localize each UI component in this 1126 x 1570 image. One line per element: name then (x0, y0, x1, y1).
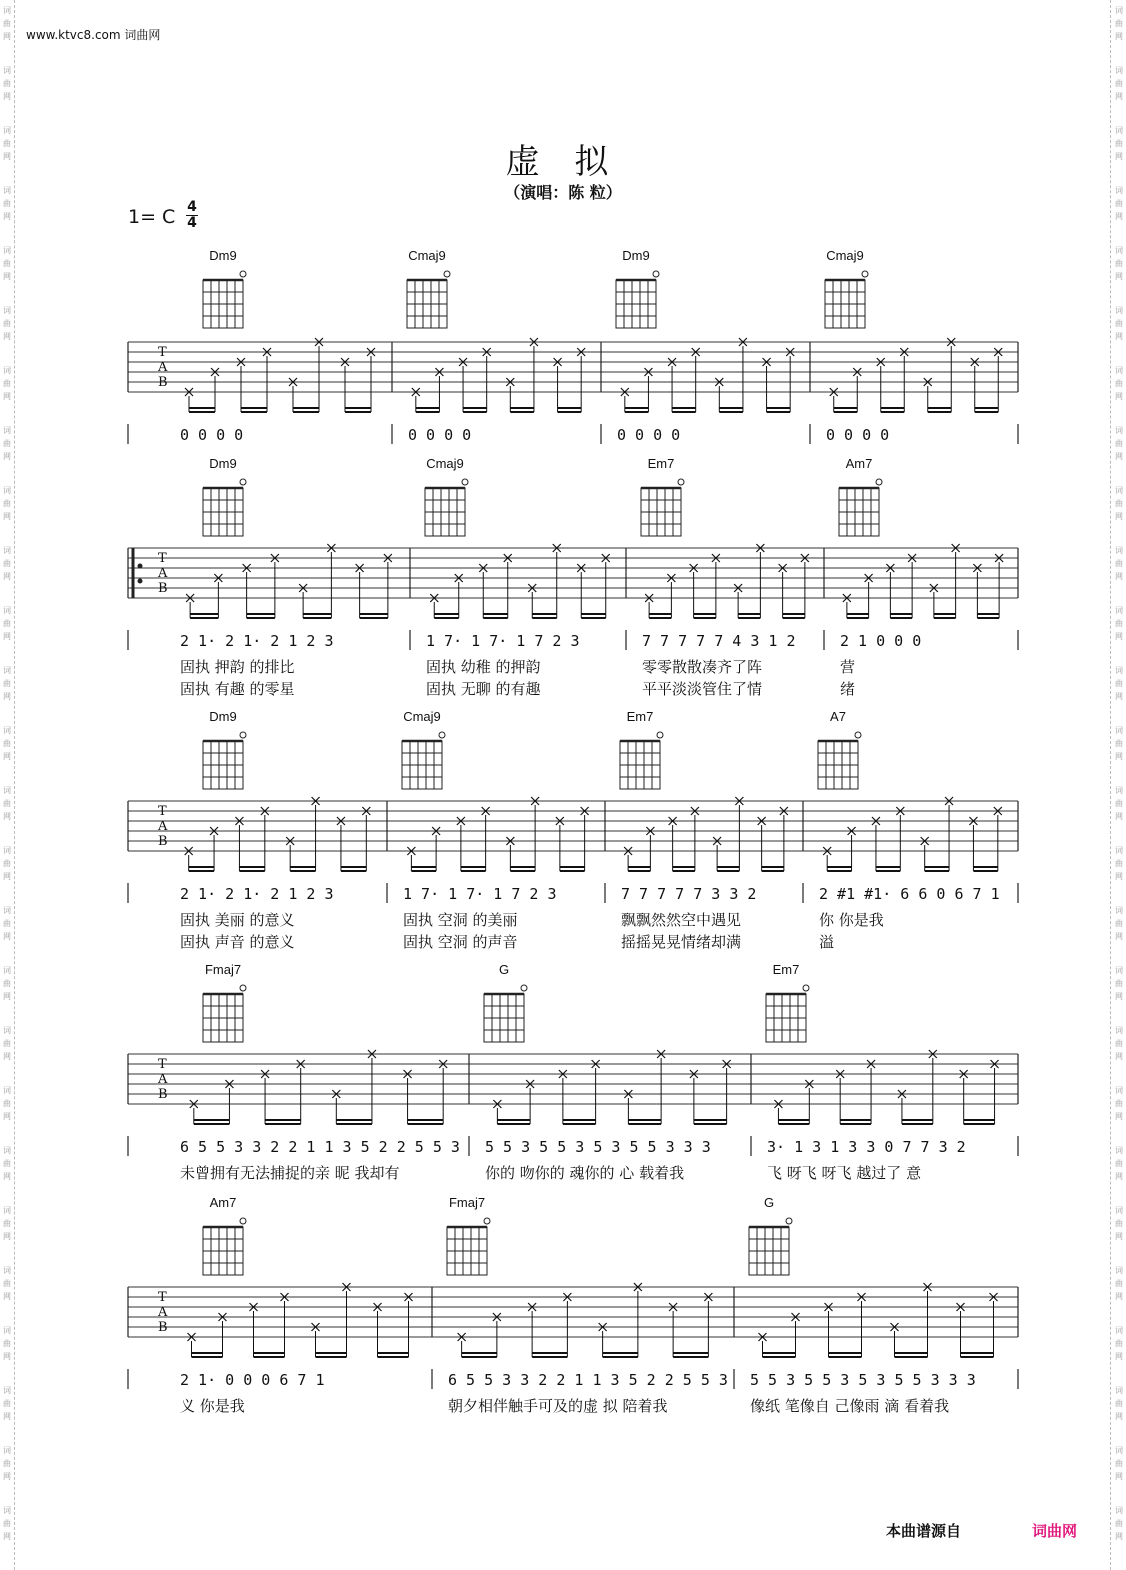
watermark-char: 网 (1115, 152, 1123, 161)
watermark-char: 曲 (3, 919, 11, 928)
watermark-char: 词 (3, 486, 11, 495)
song-title: 虚 拟 (505, 142, 621, 182)
watermark-char: 曲 (3, 1339, 11, 1348)
lyric-line-1: 像纸 笔像自 己像雨 滴 看着我 (750, 1397, 950, 1415)
chord-name: Cmaj9 (426, 456, 464, 471)
source-brand[interactable]: 词曲网 (1032, 1522, 1078, 1540)
watermark-char: 词 (3, 66, 11, 75)
watermark-char: 曲 (3, 1219, 11, 1228)
lyric-line-1: 固执 押韵 的排比 (180, 658, 295, 676)
jianpu-notation: 1 7· 1 7· 1 7 2 3 (403, 885, 557, 903)
watermark-char: 网 (1115, 872, 1123, 881)
chord-name: Am7 (209, 1195, 237, 1210)
watermark-char: 词 (1115, 1026, 1123, 1035)
lyric-line-1: 飘飘然然空中遇见 (621, 911, 742, 929)
chord-open-string (439, 732, 445, 738)
chord-open-string (484, 1218, 490, 1224)
watermark-char: 网 (1115, 452, 1123, 461)
lyric-line-2: 平平淡淡管住了情 (642, 680, 763, 698)
watermark-char: 曲 (3, 1519, 11, 1528)
chord-open-string (240, 479, 246, 485)
watermark-char: 网 (1115, 692, 1123, 701)
watermark-char: 词 (1115, 1326, 1123, 1335)
jianpu-notation: 5 5 3 5 5 3 5 3 5 5 3 3 3 (485, 1138, 711, 1156)
tab-clef-letter: B (158, 834, 168, 849)
watermark-char: 词 (1115, 6, 1123, 15)
watermark-char: 词 (3, 1026, 11, 1035)
jianpu-notation: 3· 1 3 1 3 3 0 7 7 3 2 (767, 1138, 966, 1156)
chord-open-string (444, 271, 450, 277)
watermark-char: 词 (1115, 966, 1123, 975)
watermark-char: 曲 (3, 799, 11, 808)
chord-name: A7 (830, 709, 846, 724)
watermark-char: 网 (1115, 1112, 1123, 1121)
watermark-char: 词 (1115, 786, 1123, 795)
lyric-line-1: 你 你是我 (819, 911, 884, 929)
chord-open-string (855, 732, 861, 738)
source-label: 本曲谱源自 (886, 1522, 962, 1540)
jianpu-notation: 2 1· 2 1· 2 1 2 3 (180, 885, 334, 903)
watermark-char: 网 (1115, 992, 1123, 1001)
jianpu-notation: 2 1· 2 1· 2 1 2 3 (180, 632, 334, 650)
jianpu-notation: 0 0 0 0 (617, 426, 681, 444)
lyric-line-2: 固执 无聊 的有趣 (426, 680, 541, 698)
chord-open-string (876, 479, 882, 485)
chord-name: Am7 (845, 456, 873, 471)
tab-clef-letter: B (158, 1320, 168, 1335)
watermark-char: 曲 (1115, 1039, 1123, 1048)
chord-name: Em7 (626, 709, 654, 724)
watermark-char: 词 (1115, 306, 1123, 315)
watermark-char: 词 (1115, 246, 1123, 255)
watermark-char: 曲 (1115, 559, 1123, 568)
watermark-char: 词 (1115, 486, 1123, 495)
watermark-char: 词 (3, 186, 11, 195)
watermark-char: 词 (3, 246, 11, 255)
lyric-line-2: 固执 声音 的意义 (180, 933, 295, 951)
tab-clef-letter: T (158, 1057, 167, 1072)
watermark-char: 词 (3, 726, 11, 735)
site-url[interactable]: www.ktvc8.com 词曲网 (26, 28, 161, 42)
watermark-char: 曲 (3, 559, 11, 568)
repeat-dot (138, 564, 143, 569)
watermark-char: 词 (3, 426, 11, 435)
watermark-char: 词 (1115, 1146, 1123, 1155)
watermark-char: 网 (3, 932, 11, 941)
watermark-char: 词 (1115, 846, 1123, 855)
watermark-char: 曲 (1115, 379, 1123, 388)
watermark-char: 曲 (3, 1399, 11, 1408)
watermark-char: 曲 (3, 619, 11, 628)
lyric-line-1: 固执 美丽 的意义 (180, 911, 295, 929)
jianpu-notation: 1 7· 1 7· 1 7 2 3 (426, 632, 580, 650)
watermark-char: 曲 (1115, 439, 1123, 448)
watermark-char: 网 (3, 752, 11, 761)
watermark-char: 网 (1115, 1172, 1123, 1181)
watermark-char: 词 (3, 1506, 11, 1515)
tab-clef-letter: T (158, 551, 167, 566)
watermark-char: 网 (3, 572, 11, 581)
watermark-char: 词 (1115, 906, 1123, 915)
watermark-char: 网 (3, 632, 11, 641)
watermark-char: 网 (1115, 1052, 1123, 1061)
watermark-char: 曲 (1115, 1459, 1123, 1468)
chord-name: Fmaj7 (448, 1195, 486, 1210)
chord-name: Em7 (772, 962, 800, 977)
tab-clef-letter: B (158, 1087, 168, 1102)
tab-clef-letter: T (158, 1290, 167, 1305)
watermark-char: 网 (1115, 212, 1123, 221)
watermark-char: 曲 (3, 1159, 11, 1168)
watermark-char: 曲 (1115, 79, 1123, 88)
watermark-char: 曲 (1115, 919, 1123, 928)
watermark-char: 词 (3, 366, 11, 375)
watermark-char: 词 (3, 1386, 11, 1395)
lyric-line-2: 固执 空洞 的声音 (403, 933, 518, 951)
watermark-char: 网 (3, 1352, 11, 1361)
watermark-char: 网 (1115, 512, 1123, 521)
watermark-char: 曲 (1115, 1159, 1123, 1168)
chord-name: Dm9 (209, 709, 237, 724)
watermark-char: 词 (3, 546, 11, 555)
watermark-char: 词 (3, 126, 11, 135)
watermark-char: 网 (1115, 1232, 1123, 1241)
watermark-char: 曲 (3, 1099, 11, 1108)
watermark-char: 词 (1115, 1386, 1123, 1395)
watermark-char: 网 (3, 272, 11, 281)
watermark-char: 词 (1115, 126, 1123, 135)
watermark-char: 曲 (3, 379, 11, 388)
watermark-char: 网 (1115, 1292, 1123, 1301)
watermark-char: 词 (3, 1086, 11, 1095)
watermark-char: 网 (1115, 1532, 1123, 1541)
watermark-char: 词 (3, 606, 11, 615)
lyric-line-1: 固执 幼稚 的押韵 (426, 658, 541, 676)
time-signature-bottom: 4 (187, 215, 197, 231)
chord-open-string (786, 1218, 792, 1224)
lyric-line-1: 营 (840, 658, 856, 676)
chord-name: Dm9 (622, 248, 650, 263)
time-signature-top: 4 (187, 199, 197, 215)
lyric-line-1: 你的 吻你的 魂你的 心 载着我 (485, 1164, 685, 1182)
performer-credit: （演唱：陈 粒） (504, 183, 622, 202)
watermark-char: 词 (3, 1206, 11, 1215)
watermark-char: 曲 (3, 499, 11, 508)
lyric-line-2: 溢 (819, 933, 835, 951)
chord-open-string (678, 479, 684, 485)
watermark-char: 曲 (3, 679, 11, 688)
jianpu-notation: 2 1· 0 0 0 6 7 1 (180, 1371, 325, 1389)
watermark-char: 网 (3, 872, 11, 881)
watermark-char: 词 (3, 966, 11, 975)
chord-name: Cmaj9 (826, 248, 864, 263)
watermark-char: 网 (1115, 632, 1123, 641)
watermark-char: 曲 (1115, 259, 1123, 268)
chord-name: Cmaj9 (403, 709, 441, 724)
watermark-char: 网 (1115, 272, 1123, 281)
watermark-char: 曲 (3, 859, 11, 868)
watermark-char: 网 (1115, 932, 1123, 941)
tab-clef-letter: A (158, 566, 168, 581)
lyric-line-1: 未曾拥有无法捕捉的亲 昵 我却有 (180, 1164, 400, 1182)
watermark-char: 网 (3, 1052, 11, 1061)
watermark-char: 曲 (3, 1459, 11, 1468)
watermark-char: 词 (3, 306, 11, 315)
jianpu-notation: 7 7 7 7 7 4 3 1 2 (642, 632, 796, 650)
watermark-char: 词 (1115, 186, 1123, 195)
watermark-char: 网 (3, 992, 11, 1001)
watermark-char: 网 (1115, 92, 1123, 101)
tab-clef-letter: B (158, 581, 168, 596)
watermark-char: 曲 (3, 439, 11, 448)
tab-clef-letter: A (158, 1072, 168, 1087)
watermark-char: 曲 (1115, 859, 1123, 868)
jianpu-notation: 0 0 0 0 (180, 426, 244, 444)
watermark-char: 网 (3, 1292, 11, 1301)
chord-open-string (240, 271, 246, 277)
watermark-char: 网 (3, 212, 11, 221)
watermark-char: 曲 (1115, 619, 1123, 628)
watermark-char: 曲 (3, 259, 11, 268)
watermark-char: 网 (1115, 1412, 1123, 1421)
chord-open-string (240, 1218, 246, 1224)
chord-name: G (763, 1195, 775, 1210)
jianpu-notation: 0 0 0 0 (826, 426, 890, 444)
tab-clef-letter: B (158, 375, 168, 390)
watermark-char: 曲 (1115, 199, 1123, 208)
chord-name: Dm9 (209, 248, 237, 263)
chord-open-string (240, 732, 246, 738)
chord-open-string (521, 985, 527, 991)
tab-clef-letter: A (158, 1305, 168, 1320)
watermark-char: 曲 (3, 979, 11, 988)
tab-clef-letter: T (158, 345, 167, 360)
chord-open-string (657, 732, 663, 738)
chord-name: Em7 (647, 456, 675, 471)
jianpu-notation: 2 #1 #1· 6 6 0 6 7 1 (819, 885, 1000, 903)
watermark-char: 网 (3, 92, 11, 101)
lyric-line-2: 绪 (840, 680, 856, 698)
watermark-char: 词 (1115, 1266, 1123, 1275)
watermark-char: 曲 (1115, 1099, 1123, 1108)
jianpu-notation: 2 1 0 0 0 (840, 632, 922, 650)
watermark-char: 词 (3, 906, 11, 915)
watermark-char: 网 (1115, 752, 1123, 761)
watermark-char: 曲 (1115, 1399, 1123, 1408)
watermark-char: 曲 (1115, 739, 1123, 748)
watermark-char: 词 (1115, 426, 1123, 435)
watermark-char: 词 (1115, 366, 1123, 375)
watermark-char: 词 (3, 786, 11, 795)
lyric-line-1: 义 你是我 (180, 1397, 245, 1415)
watermark-char: 曲 (1115, 319, 1123, 328)
chord-open-string (862, 271, 868, 277)
watermark-char: 曲 (1115, 799, 1123, 808)
watermark-char: 词 (1115, 66, 1123, 75)
watermark-char: 词 (1115, 1206, 1123, 1215)
watermark-char: 曲 (1115, 1519, 1123, 1528)
watermark-char: 网 (3, 32, 11, 41)
lyric-line-2: 摇摇晃晃情绪却满 (621, 933, 742, 951)
watermark-char: 网 (1115, 812, 1123, 821)
watermark-char: 词 (1115, 546, 1123, 555)
watermark-char: 词 (1115, 726, 1123, 735)
watermark-char: 网 (1115, 32, 1123, 41)
watermark-char: 词 (3, 1326, 11, 1335)
watermark-char: 网 (3, 452, 11, 461)
jianpu-notation: 6 5 5 3 3 2 2 1 1 3 5 2 2 5 5 3 (448, 1371, 728, 1389)
watermark-char: 曲 (3, 739, 11, 748)
watermark-char: 曲 (1115, 1279, 1123, 1288)
chord-name: Fmaj7 (204, 962, 242, 977)
chord-name: G (498, 962, 510, 977)
watermark-char: 词 (3, 1446, 11, 1455)
watermark-char: 曲 (3, 199, 11, 208)
watermark-char: 网 (3, 1472, 11, 1481)
watermark-char: 网 (3, 1112, 11, 1121)
tab-clef-letter: A (158, 360, 168, 375)
watermark-char: 网 (3, 1172, 11, 1181)
jianpu-notation: 6 5 5 3 3 2 2 1 1 3 5 2 2 5 5 3 (180, 1138, 460, 1156)
chord-open-string (462, 479, 468, 485)
key-signature: 1= C (128, 206, 176, 228)
lyric-line-1: 固执 空洞 的美丽 (403, 911, 518, 929)
watermark-char: 曲 (1115, 499, 1123, 508)
watermark-char: 网 (1115, 1352, 1123, 1361)
watermark-char: 网 (3, 332, 11, 341)
lyric-line-1: 零零散散凑齐了阵 (642, 658, 763, 676)
watermark-char: 网 (1115, 332, 1123, 341)
watermark-char: 曲 (1115, 139, 1123, 148)
chord-open-string (653, 271, 659, 277)
chord-name: Dm9 (209, 456, 237, 471)
chord-open-string (803, 985, 809, 991)
watermark-char: 词 (1115, 1446, 1123, 1455)
tab-clef-letter: T (158, 804, 167, 819)
watermark-char: 词 (1115, 1506, 1123, 1515)
watermark-char: 词 (3, 666, 11, 675)
jianpu-notation: 7 7 7 7 7 3 3 2 (621, 885, 757, 903)
watermark-char: 词 (3, 846, 11, 855)
watermark-char: 曲 (1115, 19, 1123, 28)
watermark-char: 曲 (3, 139, 11, 148)
watermark-char: 网 (3, 152, 11, 161)
lyric-line-1: 飞 呀飞 呀飞 越过了 意 (767, 1164, 922, 1182)
watermark-char: 曲 (1115, 979, 1123, 988)
watermark-char: 网 (3, 512, 11, 521)
watermark-char: 曲 (1115, 1339, 1123, 1348)
watermark-char: 词 (3, 6, 11, 15)
watermark-char: 词 (1115, 1086, 1123, 1095)
watermark-char: 词 (1115, 606, 1123, 615)
watermark-char: 曲 (3, 79, 11, 88)
lyric-line-1: 朝夕相伴触手可及的虚 拟 陪着我 (448, 1397, 668, 1415)
watermark-char: 网 (3, 1412, 11, 1421)
watermark-char: 网 (3, 1232, 11, 1241)
watermark-char: 曲 (3, 1039, 11, 1048)
watermark-char: 曲 (3, 319, 11, 328)
watermark-char: 曲 (1115, 679, 1123, 688)
repeat-dot (138, 579, 143, 584)
watermark-char: 曲 (1115, 1219, 1123, 1228)
watermark-char: 网 (3, 692, 11, 701)
watermark-char: 词 (3, 1266, 11, 1275)
jianpu-notation: 5 5 3 5 5 3 5 3 5 5 3 3 3 (750, 1371, 976, 1389)
watermark-char: 词 (3, 1146, 11, 1155)
watermark-char: 网 (3, 392, 11, 401)
chord-open-string (240, 985, 246, 991)
chord-name: Cmaj9 (408, 248, 446, 263)
watermark-char: 网 (1115, 572, 1123, 581)
watermark-char: 曲 (3, 19, 11, 28)
lyric-line-2: 固执 有趣 的零星 (180, 680, 295, 698)
watermark-char: 网 (1115, 1472, 1123, 1481)
watermark-char: 曲 (3, 1279, 11, 1288)
watermark-char: 网 (3, 1532, 11, 1541)
jianpu-notation: 0 0 0 0 (408, 426, 472, 444)
tab-clef-letter: A (158, 819, 168, 834)
watermark-char: 词 (1115, 666, 1123, 675)
watermark-char: 网 (3, 812, 11, 821)
watermark-char: 网 (1115, 392, 1123, 401)
